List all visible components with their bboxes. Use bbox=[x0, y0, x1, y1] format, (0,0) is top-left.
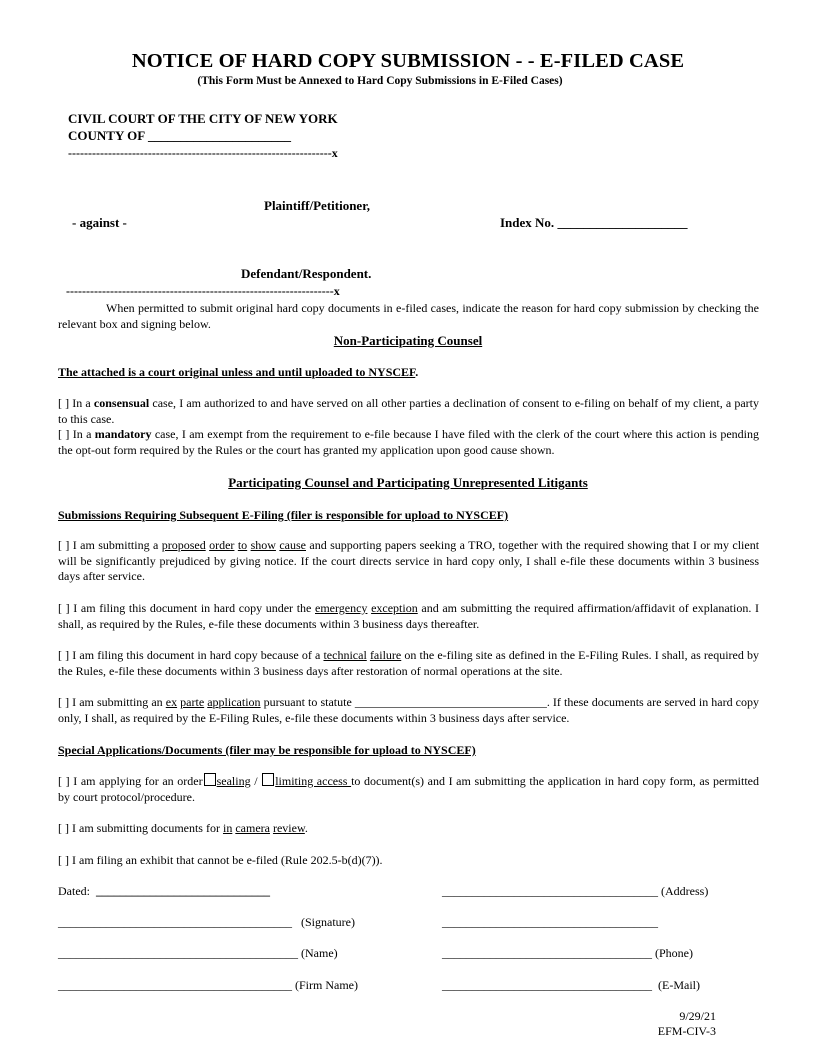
term-order: order bbox=[209, 538, 235, 552]
form-title: NOTICE OF HARD COPY SUBMISSION - - E-FILED CASE bbox=[131, 50, 685, 72]
intro-paragraph: When permitted to submit original hard copy documents in e-filed cases, indicate the reason for hard copy submission by checking the relevant box and signing below. bbox=[58, 301, 759, 331]
term-parte: parte bbox=[180, 695, 205, 709]
option-text: . bbox=[304, 821, 308, 835]
separator: / bbox=[250, 774, 262, 788]
index-number-blank[interactable]: ____________________ bbox=[557, 215, 688, 230]
consensual-option[interactable] bbox=[58, 396, 759, 427]
option-text: case, I am exempt from the requirement to e-file because I have filed with the clerk of the court where this action is pending the opt-out form required by the Rules or the court has granted my application upon good cause shown. bbox=[58, 427, 759, 457]
email-line bbox=[442, 978, 700, 993]
term-camera: camera bbox=[235, 821, 270, 835]
checkbox-bracket[interactable]: [ ] I am filing this document in hard copy because of a bbox=[58, 648, 324, 662]
term-sealing: sealing bbox=[216, 774, 251, 788]
caption-divider-top: ------------------------------------------------------------------x bbox=[68, 146, 338, 160]
dated-line bbox=[58, 884, 270, 899]
address-label: (Address) bbox=[661, 884, 709, 898]
term-application: application bbox=[207, 695, 261, 709]
against-label: - against - bbox=[72, 215, 127, 230]
defendant-label: Defendant/Respondent. bbox=[241, 266, 372, 281]
term-emergency: emergency bbox=[315, 601, 368, 615]
signature-line bbox=[58, 915, 355, 930]
checkbox-bracket[interactable]: [ ] In a bbox=[58, 396, 94, 410]
email-blank[interactable]: ___________________________________ bbox=[442, 978, 652, 992]
subsequent-efiling-subheading: Submissions Requiring Subsequent E-Filing (filer is responsible for upload to NYSCEF) bbox=[58, 508, 509, 522]
county-label: COUNTY OF bbox=[68, 128, 145, 143]
address-blank[interactable]: ____________________________________ bbox=[442, 884, 658, 898]
dated-blank[interactable]: _____________________________ bbox=[96, 884, 270, 898]
plaintiff-label: Plaintiff/Petitioner, bbox=[264, 198, 371, 213]
sealing-checkbox[interactable] bbox=[204, 773, 216, 786]
checkbox-bracket[interactable]: [ ] In a bbox=[58, 427, 95, 441]
address-line-2 bbox=[442, 915, 658, 930]
dated-label: Dated: bbox=[58, 884, 90, 898]
emergency-option[interactable] bbox=[58, 601, 759, 632]
option-text: to document(s) and I am submitting the application in hard copy form, as permitted by court protocol/procedure. bbox=[58, 774, 760, 804]
term-failure: failure bbox=[369, 648, 402, 662]
technical-failure-option[interactable] bbox=[58, 648, 759, 679]
county-line bbox=[68, 128, 291, 144]
checkbox-bracket[interactable]: [ ] I am filing this document in hard copy under the bbox=[58, 601, 315, 615]
term-technical: technical bbox=[323, 648, 367, 662]
subheading-text: The attached is a court original unless and until uploaded to NYSCEF bbox=[58, 365, 416, 379]
term-ex: ex bbox=[165, 695, 178, 709]
phone-line bbox=[442, 946, 693, 961]
index-label: Index No. bbox=[500, 215, 555, 230]
option-text: pursuant to statute bbox=[260, 695, 355, 709]
option-text: case, I am authorized to and have served on all other parties a declination of consent to e-filing on behalf of my client, a party to this case. bbox=[58, 396, 759, 426]
phone-blank[interactable]: ___________________________________ bbox=[442, 946, 652, 960]
name-line bbox=[58, 946, 338, 961]
term-review: review bbox=[272, 821, 305, 835]
firm-blank[interactable]: _______________________________________ bbox=[58, 978, 292, 992]
checkbox-bracket[interactable]: [ ] I am submitting documents for bbox=[58, 821, 223, 835]
phone-label: (Phone) bbox=[655, 946, 693, 960]
term-limiting-access: limiting access bbox=[275, 774, 352, 788]
address-blank-2[interactable]: ____________________________________ bbox=[442, 915, 658, 929]
option-text: and am submitting the required affirmation/affidavit of explanation. I shall, as required by the Rules, e-file these documents within 3 business days thereafter. bbox=[58, 601, 759, 631]
term-in: in bbox=[222, 821, 233, 835]
form-date: 9/29/21 bbox=[679, 1009, 716, 1023]
form-subtitle: (This Form Must be Annexed to Hard Copy Submissions in E-Filed Cases) bbox=[197, 75, 563, 87]
limiting-access-checkbox[interactable] bbox=[262, 773, 274, 786]
firm-label: (Firm Name) bbox=[295, 978, 358, 992]
term-to: to bbox=[237, 538, 248, 552]
option-text: on the e-filing site as defined in the E-Filing Rules. I shall, as required by the Rules, e-file these documents within 3 business days after restoration of normal operations at the site. bbox=[58, 648, 760, 678]
consensual-term: consensual bbox=[93, 396, 150, 410]
mandatory-option[interactable] bbox=[58, 427, 759, 458]
option-text: . If these documents are served in hard copy only, I shall, as required by the E-Filing Rules, e-file these documents within 3 business days after service. bbox=[58, 695, 760, 725]
term-exception: exception bbox=[371, 601, 418, 615]
participating-heading: Participating Counsel and Participating Unrepresented Litigants bbox=[228, 475, 588, 490]
sealing-option[interactable] bbox=[58, 773, 759, 805]
court-name: CIVIL COURT OF THE CITY OF NEW YORK bbox=[68, 111, 338, 126]
exhibit-option[interactable]: [ ] I am filing an exhibit that cannot be e-filed (Rule 202.5-b(d)(7)). bbox=[58, 853, 383, 867]
checkbox-bracket[interactable]: [ ] I am submitting a bbox=[58, 538, 162, 552]
name-label: (Name) bbox=[301, 946, 338, 960]
checkbox-bracket[interactable]: [ ] I am submitting an bbox=[58, 695, 166, 709]
mandatory-term: mandatory bbox=[94, 427, 152, 441]
statute-blank[interactable]: ________________________________ bbox=[354, 695, 547, 709]
index-number-line bbox=[500, 215, 687, 231]
caption-divider-bottom: -------------------------------------------------------------------x bbox=[66, 284, 340, 298]
signature-blank[interactable]: _______________________________________ bbox=[58, 915, 292, 929]
term-proposed: proposed bbox=[161, 538, 206, 552]
term-show: show bbox=[250, 538, 276, 552]
term-cause: cause bbox=[279, 538, 306, 552]
special-applications-subheading: Special Applications/Documents (filer may be responsible for upload to NYSCEF) bbox=[58, 743, 476, 757]
tro-option[interactable] bbox=[58, 538, 759, 585]
email-label: (E-Mail) bbox=[658, 978, 700, 992]
signature-label: (Signature) bbox=[301, 915, 355, 929]
ex-parte-option[interactable] bbox=[58, 695, 759, 726]
non-participating-heading: Non-Participating Counsel bbox=[333, 333, 483, 348]
form-id: EFM-CIV-3 bbox=[657, 1024, 716, 1038]
checkbox-bracket[interactable]: [ ] I am applying for an order bbox=[58, 774, 203, 788]
option-text: and supporting papers seeking a TRO, together with the required showing that I or my client will be significantly prejudiced by giving notice. If the court directs service in hard copy only, I shall e-file these documents within 3 business days after service. bbox=[58, 538, 760, 584]
firm-line bbox=[58, 978, 358, 993]
address-line bbox=[442, 884, 708, 899]
in-camera-option[interactable] bbox=[58, 821, 759, 837]
name-blank[interactable]: ________________________________________ bbox=[58, 946, 298, 960]
county-blank[interactable]: ______________________ bbox=[147, 128, 291, 143]
non-participating-subheading bbox=[58, 365, 418, 380]
subheading-period: . bbox=[415, 365, 419, 379]
